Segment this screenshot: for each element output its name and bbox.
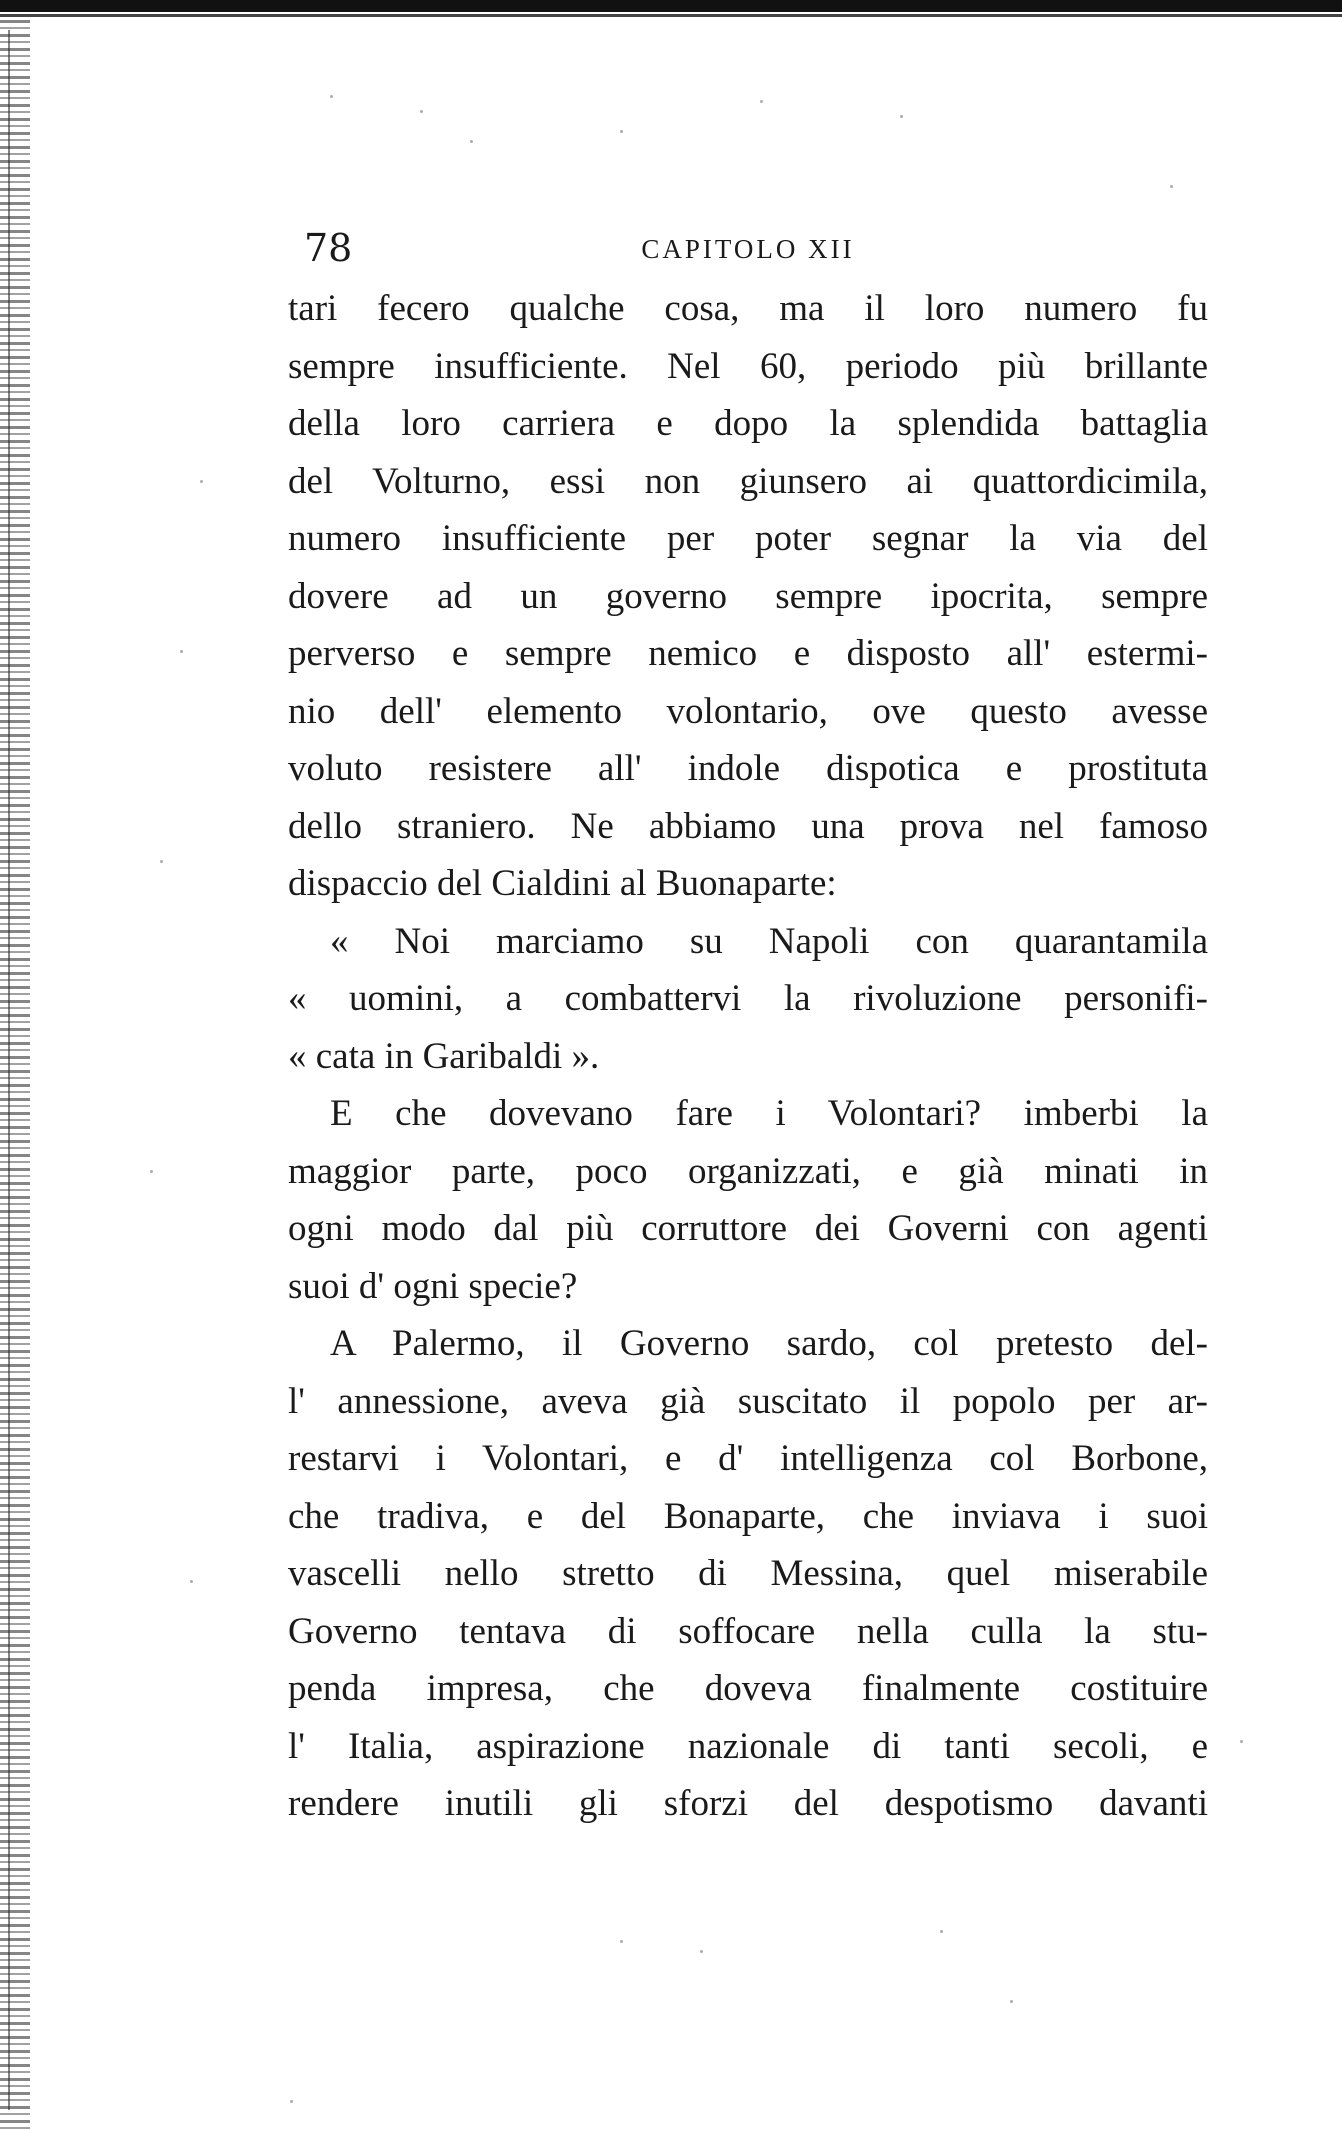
- text-line: dovere ad un governo sempre ipocrita, sempre: [288, 575, 1208, 617]
- quote-line: « Noi marciamo su Napoli con quarantamila: [330, 920, 1208, 962]
- text-line: numero insufficiente per poter segnar la via del: [288, 518, 1208, 559]
- page-number: 78: [304, 226, 353, 270]
- text-line: voluto resistere all' indole dispotica e prostituta: [288, 748, 1208, 789]
- scan-speck: [1240, 1740, 1243, 1743]
- scan-speck: [420, 110, 423, 113]
- scan-speck: [700, 1950, 703, 1953]
- scan-speck: [900, 115, 903, 118]
- chapter-title: CAPITOLO XII: [641, 234, 855, 264]
- scan-speck: [290, 2100, 293, 2103]
- text-line: tari fecero qualche cosa, ma il loro numero fu: [288, 288, 1208, 329]
- text-line: l' annessione, aveva già suscitato il popolo per ar-: [288, 1380, 1208, 1422]
- scan-speck: [620, 130, 623, 133]
- text-line: suoi d' ogni specie?: [288, 1265, 578, 1307]
- text-line: ogni modo dal più corruttore dei Governi con agenti: [288, 1208, 1208, 1249]
- scan-top-border: [0, 0, 1342, 12]
- text-line: dello straniero. Ne abbiamo una prova nel famoso: [288, 805, 1208, 847]
- scan-speck: [150, 1170, 153, 1173]
- scan-speck: [760, 100, 763, 103]
- text-line: restarvi i Volontari, e d' intelligenza col Borbone,: [288, 1438, 1208, 1479]
- scan-speck: [180, 650, 183, 653]
- quote-line: « cata in Garibaldi ».: [288, 1035, 600, 1077]
- scan-top-border-thin: [0, 14, 1342, 17]
- text-line: che tradiva, e del Bonaparte, che inviava i suoi: [288, 1495, 1208, 1537]
- scan-left-border: [0, 20, 30, 2130]
- text-line: dispaccio del Cialdini al Buonaparte:: [288, 863, 837, 904]
- scan-left-border-line: [8, 30, 10, 2110]
- scan-speck: [620, 1940, 623, 1943]
- page-header: [288, 220, 1208, 280]
- scan-speck: [470, 140, 473, 143]
- scan-speck: [1010, 2000, 1013, 2003]
- text-line: A Palermo, il Governo sardo, col pretesto del-: [330, 1323, 1208, 1364]
- text-line: l' Italia, aspirazione nazionale di tanti secoli, e: [288, 1725, 1208, 1767]
- text-line: della loro carriera e dopo la splendida battaglia: [288, 403, 1208, 444]
- text-line: maggior parte, poco organizzati, e già minati in: [288, 1150, 1208, 1192]
- text-line: E che dovevano fare i Volontari? imberbi la: [330, 1093, 1208, 1134]
- scan-speck: [330, 95, 333, 98]
- scan-speck: [190, 1580, 193, 1583]
- quote-line: « uomini, a combattervi la rivoluzione personifi-: [288, 978, 1208, 1019]
- text-line: sempre insufficiente. Nel 60, periodo più brillante: [288, 345, 1208, 387]
- text-line: rendere inutili gli sforzi del despotismo davanti: [288, 1783, 1208, 1824]
- text-line: nio dell' elemento volontario, ove questo avesse: [288, 690, 1208, 732]
- book-page: [288, 220, 1208, 1833]
- text-line: penda impresa, che doveva finalmente costituire: [288, 1668, 1208, 1709]
- scan-speck: [160, 860, 163, 863]
- scan-speck: [1170, 185, 1173, 188]
- scan-speck: [940, 1930, 943, 1933]
- text-line: del Volturno, essi non giunsero ai quattordicimila,: [288, 460, 1208, 502]
- text-line: perverso e sempre nemico e disposto all' estermi-: [288, 633, 1208, 674]
- text-line: Governo tentava di soffocare nella culla la stu-: [288, 1610, 1208, 1652]
- text-line: vascelli nello stretto di Messina, quel miserabile: [288, 1553, 1208, 1594]
- body-text: [288, 280, 1208, 1833]
- scan-speck: [200, 480, 203, 483]
